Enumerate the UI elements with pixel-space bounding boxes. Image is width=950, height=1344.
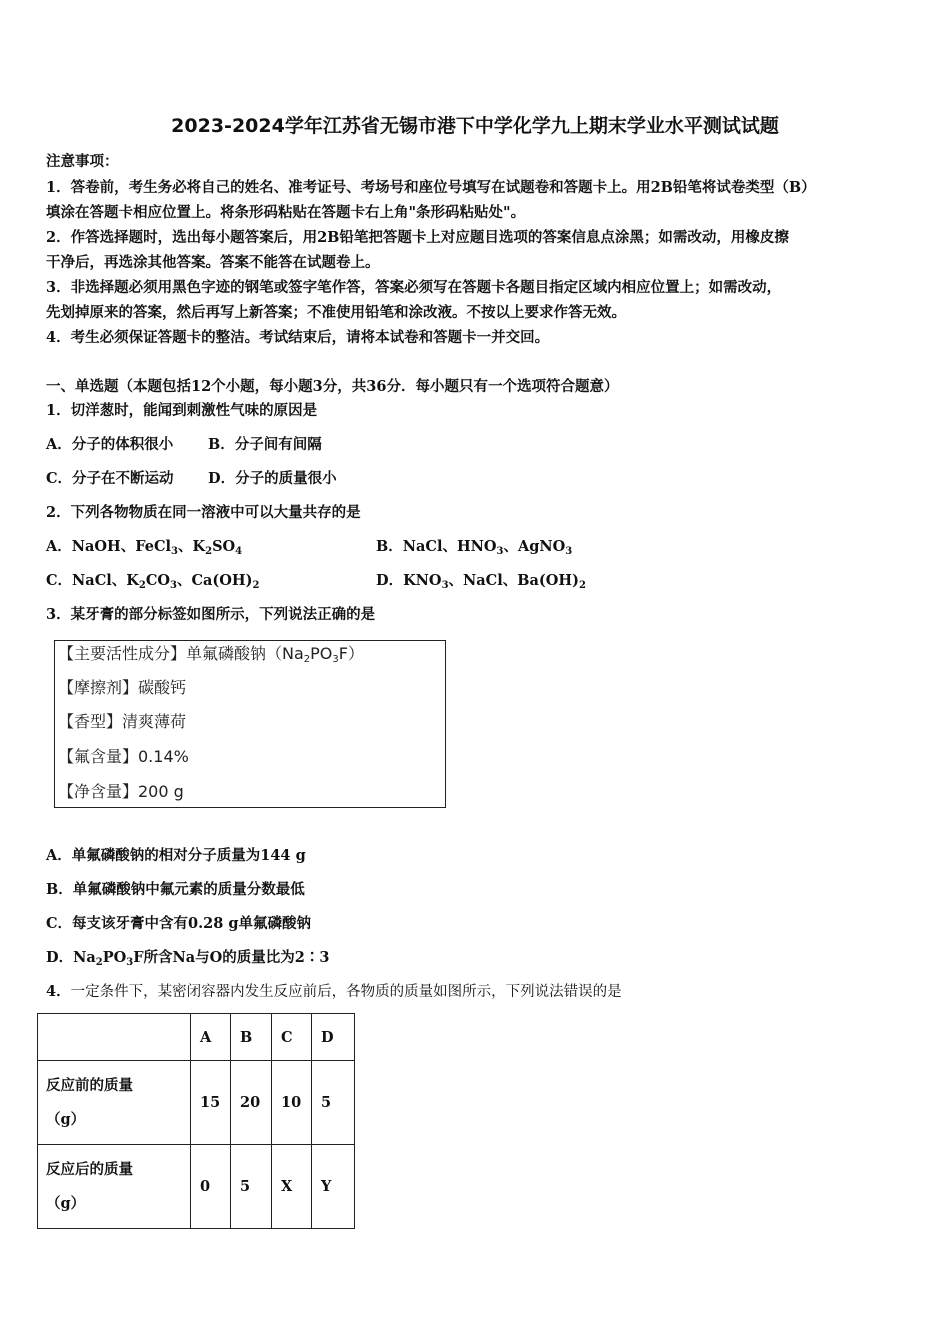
q2-option-a-text: SO: [212, 538, 236, 555]
q3-option-d-text: F所含Na与O的质量比为2∶3: [133, 949, 330, 966]
mass-table: [37, 1013, 355, 1229]
notice-heading: 注意事项：: [46, 153, 119, 170]
q2-option-c-text: C．NaCl、K: [46, 572, 139, 589]
table-row-label: [38, 1061, 191, 1145]
subscript: 2: [578, 580, 586, 591]
q2-option-a-text: 、K: [177, 538, 206, 555]
label-row-flavor: 【香型】清爽薄荷: [58, 712, 187, 731]
table-cell: 15: [191, 1061, 231, 1145]
q2-option-d-text: D．KNO: [376, 572, 442, 589]
table-row: [38, 1061, 355, 1145]
subscript: 2: [303, 654, 311, 665]
table-header-cell: C: [272, 1014, 312, 1061]
q2-option-b-text: 、AgNO: [503, 538, 566, 555]
notice-item-1-line-2: 填涂在答题卡相应位置上。将条形码粘贴在答题卡右上角"条形码粘贴处"。: [46, 204, 526, 221]
table-header-cell: B: [231, 1014, 272, 1061]
table-header-row: [38, 1014, 355, 1061]
q2-option-c: [46, 571, 259, 591]
row-label-line: 反应后的质量: [46, 1160, 133, 1178]
q2-option-a-text: A．NaOH、FeCl: [46, 538, 172, 555]
q3-option-c: C．每支该牙膏中含有0.28 g单氟磷酸钠: [46, 915, 312, 932]
q2-option-d-text: 、NaCl、Ba(OH): [448, 572, 579, 589]
subscript: 2: [252, 580, 260, 591]
q4-number: 4．: [46, 983, 71, 1000]
table-cell: Y: [312, 1145, 355, 1229]
label-text: PO: [310, 644, 333, 663]
q2-option-b: [376, 537, 572, 557]
q2-option-c-text: 、Ca(OH): [176, 572, 253, 589]
table-header-cell: D: [312, 1014, 355, 1061]
table-row: [38, 1145, 355, 1229]
subscript: 3: [171, 546, 178, 557]
notice-item-2-line-1: 2．作答选择题时，选出每小题答案后，用2B铅笔把答题卡上对应题目选项的答案信息点涂黑；如需改动，用橡皮擦: [46, 229, 789, 246]
q2-option-d: [376, 571, 586, 591]
q1-option-d: D．分子的质量很小: [208, 470, 337, 487]
subscript: 3: [332, 654, 339, 665]
q1-option-b: B．分子间有间隔: [208, 436, 322, 453]
table-header-empty: [38, 1014, 191, 1061]
subscript: 3: [565, 546, 573, 557]
subscript: 4: [235, 546, 243, 557]
q4-stem-line: [46, 982, 622, 1002]
q2-option-b-text: B．NaCl、HNO: [376, 538, 497, 555]
q2-stem: 2．下列各物物质在同一溶液中可以大量共存的是: [46, 504, 361, 521]
q3-stem: 3．某牙膏的部分标签如图所示，下列说法正确的是: [46, 606, 376, 623]
notice-item-3-line-2: 先划掉原来的答案，然后再写上新答案；不准使用铅笔和涂改液。不按以上要求作答无效。: [46, 304, 626, 321]
label-row-fluorine-content: 【氟含量】0.14%: [58, 747, 189, 766]
toothpaste-label: [54, 640, 446, 808]
label-text: 【主要活性成分】单氟磷酸钠（Na: [58, 644, 304, 663]
subscript: 3: [496, 546, 504, 557]
label-row-net-content: 【净含量】200 g: [58, 782, 184, 801]
q2-option-a: [46, 537, 242, 557]
q3-option-a: A．单氟磷酸钠的相对分子质量为144 g: [46, 847, 306, 864]
notice-item-1-line-1: 1．答卷前，考生务必将自己的姓名、准考证号、考场号和座位号填写在试题卷和答题卡上。用2B铅笔将试卷类型（B）: [46, 179, 816, 196]
label-text: F）: [338, 644, 364, 663]
subscript: 2: [95, 957, 103, 968]
page-title: 2023-2024学年江苏省无锡市港下中学化学九上期末学业水平测试试题: [171, 115, 779, 137]
q3-option-d-text: D．Na: [46, 949, 96, 966]
q2-option-c-text: CO: [145, 572, 170, 589]
row-label-line: 反应前的质量: [46, 1076, 133, 1094]
q3-option-b: B．单氟磷酸钠中氟元素的质量分数最低: [46, 881, 305, 898]
table-cell: 20: [231, 1061, 272, 1145]
q1-option-a: A．分子的体积很小: [46, 436, 174, 453]
table-header-cell: A: [191, 1014, 231, 1061]
q3-option-d: [46, 948, 329, 968]
row-label-unit: （g）: [46, 1110, 86, 1128]
section-heading: 一、单选题（本题包括12个小题，每小题3分，共36分．每小题只有一个选项符合题意）: [46, 378, 619, 395]
q1-stem: 1．切洋葱时，能闻到刺激性气味的原因是: [46, 402, 318, 419]
notice-item-4: 4．考生必须保证答题卡的整洁。考试结束后，请将本试卷和答题卡一并交回。: [46, 329, 550, 346]
subscript: 3: [441, 580, 449, 591]
notice-item-2-line-2: 干净后，再选涂其他答案。答案不能答在试题卷上。: [46, 254, 380, 271]
table-cell: 0: [191, 1145, 231, 1229]
subscript: 3: [126, 957, 134, 968]
subscript: 2: [138, 580, 146, 591]
table-cell: 10: [272, 1061, 312, 1145]
row-label-unit: （g）: [46, 1194, 86, 1212]
subscript: 3: [169, 580, 177, 591]
table-cell: 5: [231, 1145, 272, 1229]
q4-stem: 一定条件下，某密闭容器内发生反应前后，各物质的质量如图所示，下列说法错误的是: [70, 984, 622, 1000]
subscript: 2: [205, 546, 213, 557]
table-cell: X: [272, 1145, 312, 1229]
table-row-label: [38, 1145, 191, 1229]
q3-option-d-text: PO: [102, 949, 127, 966]
q1-option-c: C．分子在不断运动: [46, 470, 174, 487]
notice-item-3-line-1: 3．非选择题必须用黑色字迹的钢笔或签字笔作答，答案必须写在答题卡各题目指定区域内相应位置上；如需改动，: [46, 279, 782, 296]
table-cell: 5: [312, 1061, 355, 1145]
label-row-active-ingredient: [58, 643, 364, 665]
label-row-abrasive: 【摩擦剂】碳酸钙: [58, 678, 187, 697]
